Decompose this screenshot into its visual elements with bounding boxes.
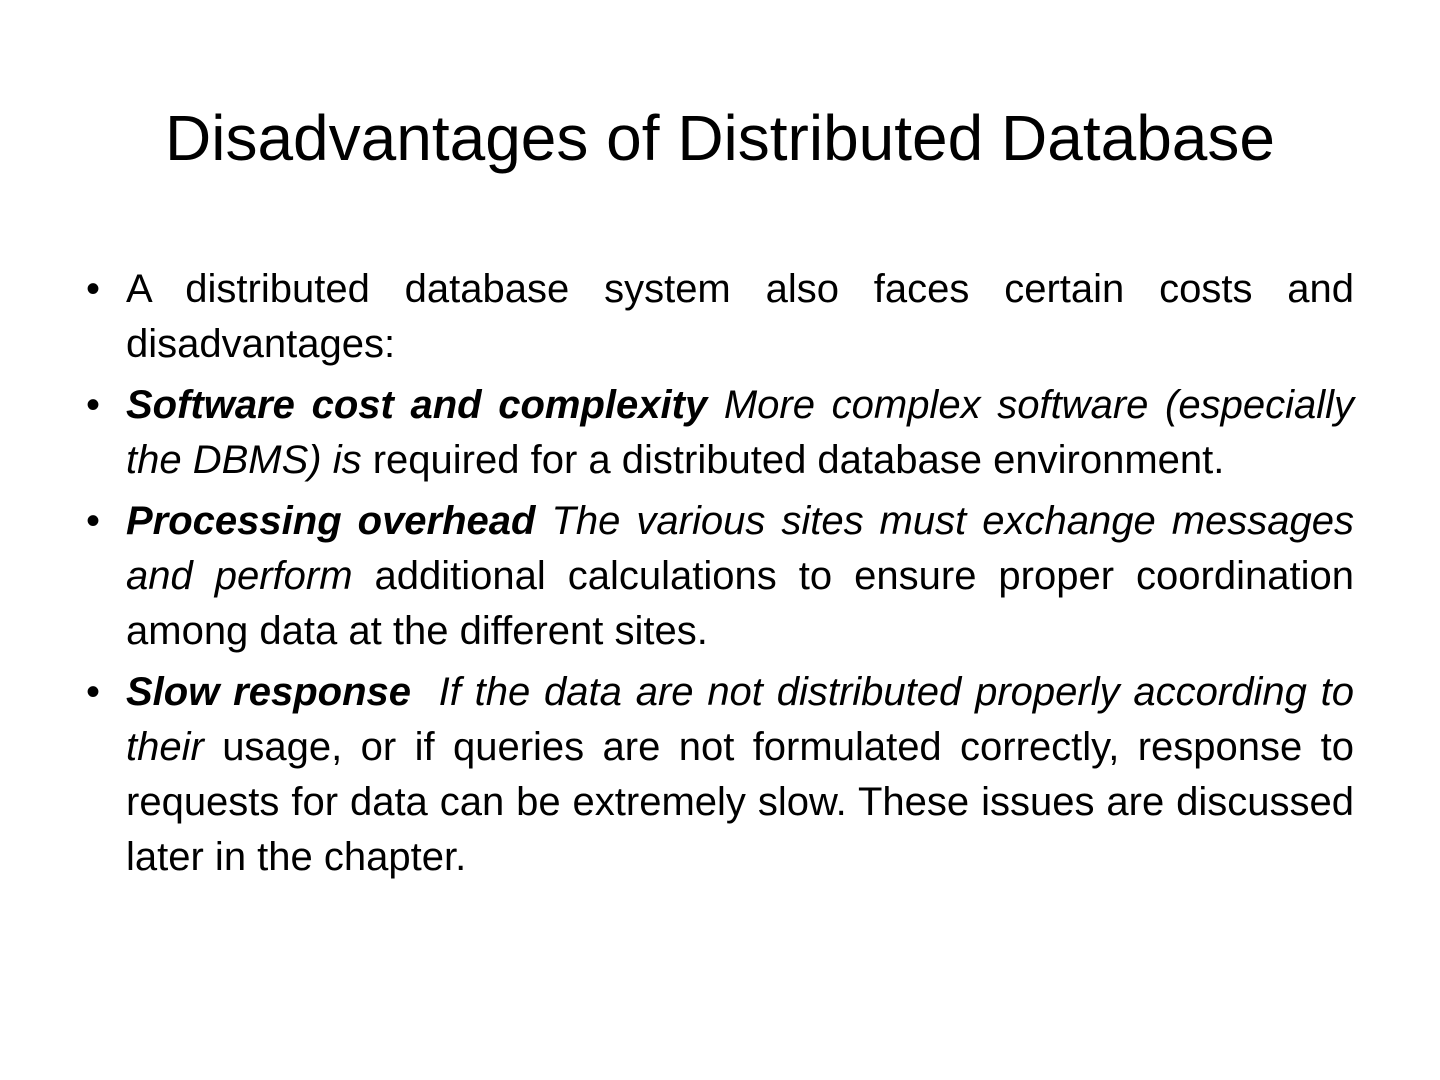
- bullet-dot-icon: •: [86, 670, 101, 714]
- slide-title: Disadvantages of Distributed Database: [165, 102, 1275, 174]
- bullet-software-cost: [80, 378, 1354, 488]
- bullet-dot-icon: •: [86, 499, 101, 543]
- bullet-text: A distributed database system also faces certain costs and disadvantages:: [126, 267, 1354, 366]
- bullet-dot-icon: •: [86, 383, 101, 427]
- bullet-lead: More complex software (especially the DBMS) is: [126, 383, 1354, 482]
- bullet-list: [80, 262, 1354, 891]
- bullet-slow-response: [80, 665, 1354, 885]
- bullet-term: Software cost and complexity: [126, 383, 708, 427]
- bullet-intro: [80, 262, 1354, 372]
- bullet-lead: If the data are not distributed properly according to their: [126, 670, 1354, 769]
- bullet-term: Slow response: [126, 670, 411, 714]
- bullet-lead: The various sites must exchange messages and perform: [126, 499, 1354, 598]
- bullet-text: required for a distributed database environment.: [372, 438, 1225, 482]
- bullet-processing-overhead: [80, 494, 1354, 659]
- bullet-term: Processing overhead: [126, 499, 536, 543]
- bullet-text: usage, or if queries are not formulated correctly, response to requests for data can be extremely slow. These issues are discussed later in the chapter.: [126, 725, 1354, 879]
- bullet-dot-icon: •: [86, 267, 101, 311]
- bullet-text: additional calculations to ensure proper coordination among data at the different sites.: [126, 554, 1354, 653]
